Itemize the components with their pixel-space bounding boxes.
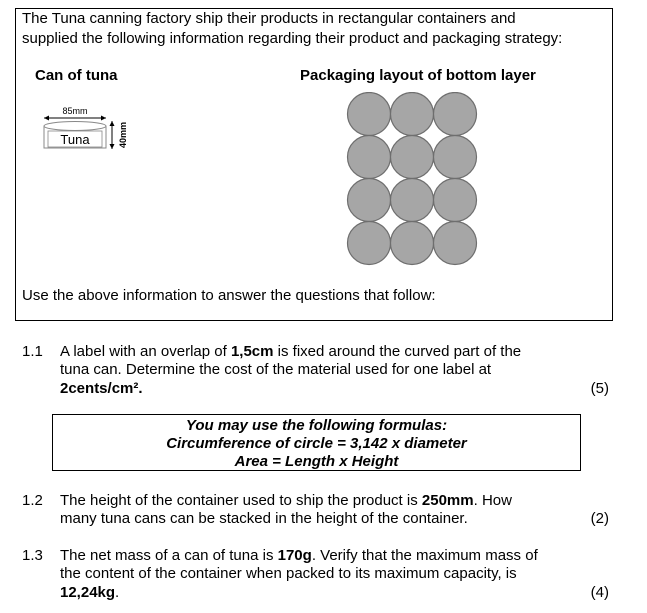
instruction-text: Use the above information to answer the questions that follow: bbox=[22, 287, 436, 304]
can-heading: Can of tuna bbox=[35, 67, 118, 84]
question-1-1-marks: (5) bbox=[590, 380, 609, 397]
formula-title: You may use the following formulas: bbox=[185, 417, 448, 434]
can-circle bbox=[434, 93, 477, 136]
question-number-1-3: 1.3 bbox=[22, 547, 43, 564]
intro-line-1: The Tuna canning factory ship their products in rectangular containers and bbox=[22, 10, 516, 27]
packaging-heading: Packaging layout of bottom layer bbox=[300, 67, 536, 84]
cans-grid bbox=[348, 93, 477, 265]
can-circle bbox=[391, 136, 434, 179]
intro-line-2: supplied the following information regarding their product and packaging strategy: bbox=[22, 30, 563, 47]
can-circle bbox=[434, 222, 477, 265]
formula-box bbox=[52, 414, 581, 471]
packaging-layout bbox=[345, 92, 479, 266]
info-box bbox=[15, 8, 613, 321]
can-circle bbox=[434, 136, 477, 179]
question-number-1-2: 1.2 bbox=[22, 492, 43, 509]
question-1-3-line-2: the content of the container when packed to its maximum capacity, is bbox=[60, 565, 517, 582]
question-1-2-marks: (2) bbox=[590, 510, 609, 527]
can-circle bbox=[348, 136, 391, 179]
can-circle bbox=[348, 93, 391, 136]
can-circle bbox=[391, 222, 434, 265]
can-circle bbox=[434, 179, 477, 222]
diameter-label: 85mm bbox=[62, 106, 88, 116]
question-number-1-1: 1.1 bbox=[22, 343, 43, 360]
question-1-2-line-2: many tuna cans can be stacked in the height of the container. bbox=[60, 510, 468, 527]
question-1-3-line-3: 12,24kg. bbox=[60, 584, 120, 601]
question-1-2-line-1: The height of the container used to ship the product is 250mm. How bbox=[60, 492, 512, 509]
can-circle bbox=[391, 93, 434, 136]
formula-area: Area = Length x Height bbox=[234, 453, 399, 470]
formula-circumference: Circumference of circle = 3,142 x diameter bbox=[166, 435, 467, 452]
question-1-1-line-2: tuna can. Determine the cost of the material used for one label at bbox=[60, 361, 492, 378]
height-label: 40mm bbox=[118, 121, 128, 149]
can-circle bbox=[391, 179, 434, 222]
can-circle bbox=[348, 179, 391, 222]
question-1-3-marks: (4) bbox=[590, 584, 609, 601]
tuna-can-diagram bbox=[36, 104, 136, 156]
question-1-1-line-3: 2cents/cm². bbox=[60, 380, 143, 397]
question-1-1-line-1: A label with an overlap of 1,5cm is fixed around the curved part of the bbox=[60, 343, 522, 360]
can-top bbox=[44, 122, 106, 131]
can-label-text: Tuna bbox=[60, 132, 90, 147]
can-circle bbox=[348, 222, 391, 265]
question-1-3-line-1: The net mass of a can of tuna is 170g. Verify that the maximum mass of bbox=[60, 547, 538, 564]
